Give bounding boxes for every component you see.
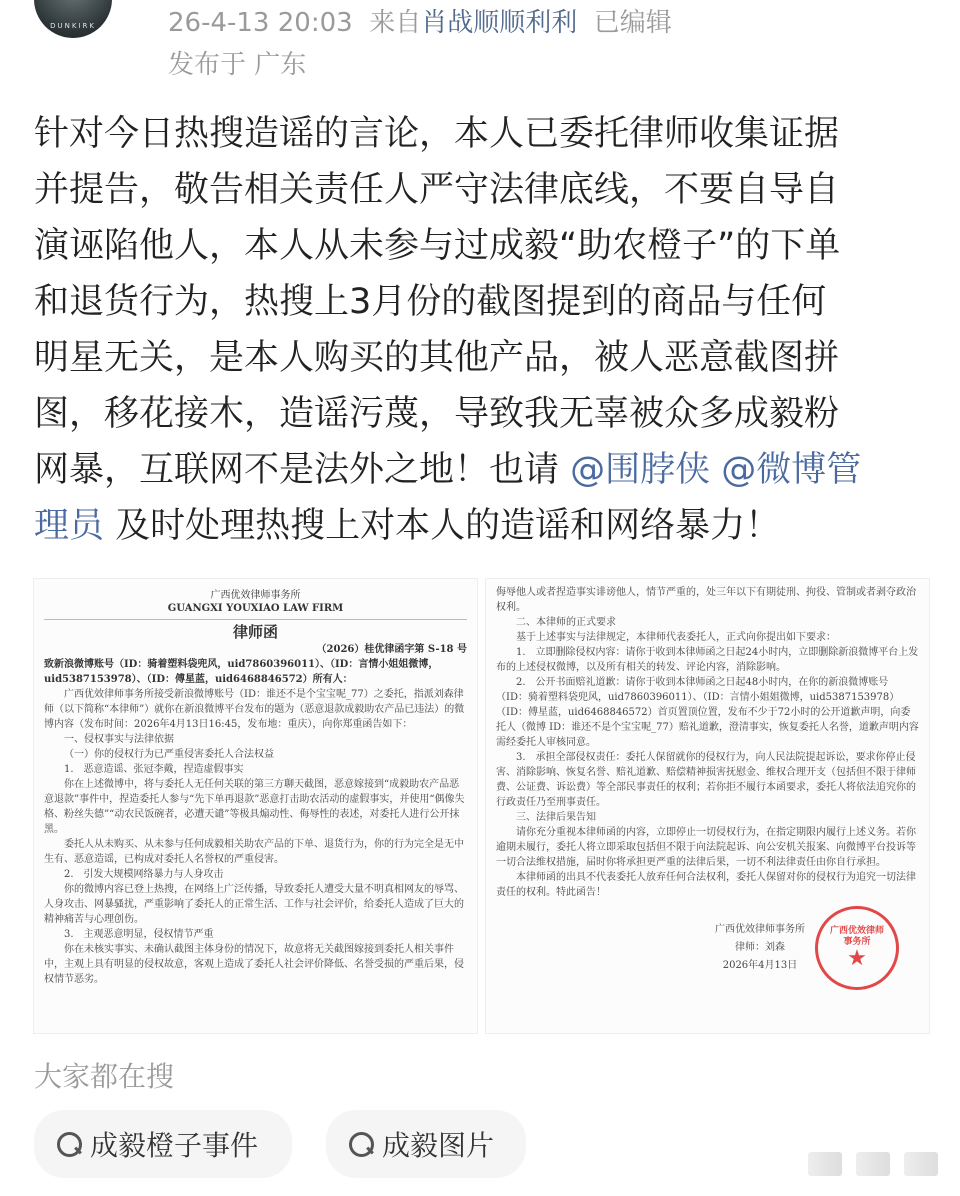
- mention-weibo-admin-cont[interactable]: 理员: [34, 506, 105, 546]
- mention-weibo-xia[interactable]: @围脖侠: [570, 450, 711, 490]
- post-line: 图，移花接木，造谣污蔑，导致我无辜被众多成毅粉: [34, 394, 840, 434]
- post-line-text: 及时处理热搜上对本人的造谣和网络暴力！: [104, 506, 781, 546]
- post-line: 和退货行为，热搜上3月份的截图提到的商品与任何: [34, 282, 827, 322]
- signature-text: [715, 921, 805, 975]
- letter-paragraph: 基于上述事实与法律规定，本律师代表委托人，正式向你提出如下要求：: [516, 632, 836, 643]
- hot-search-title: 大家都在搜: [34, 1060, 175, 1093]
- source-link[interactable]: 肖战顺顺利利: [421, 8, 578, 38]
- post-line: 针对今日热搜造谣的言论，本人已委托律师收集证据: [34, 114, 840, 154]
- doc-number: （2026）桂优律函字第 S-18 号: [316, 644, 467, 655]
- post-line-text: 网暴，互联网不是法外之地！也请: [34, 450, 571, 490]
- letter-paragraph: 1. 恶意造谣、张冠李戴，捏造虚假事实: [64, 764, 244, 775]
- timestamp: 26-4-13 20:03: [168, 8, 353, 38]
- sign-date: 2026年4月13日: [722, 960, 798, 971]
- toolbar-icon[interactable]: [904, 1152, 938, 1176]
- avatar[interactable]: [34, 0, 112, 38]
- letter-paragraph: 2. 公开书面赔礼道歉：请你于收到本律师函之日起48小时内，在你的新浪微博账号（ID：骑着塑料袋兜风，uid7860396011）、（ID：言情小姐姐微博，uid5387153978）（ID：傅星蓝，uid6468846572）首页置顶位置，发布不少于72小时的公开道歉声明，向委托人（微博 ID：谁还不是个宝宝呢_77）赔礼道歉，澄清事实，恢复委托人名誉，道歉声明内容需经委托人审核同意。: [496, 677, 919, 748]
- letter-paragraph: 你在未核实事实、未确认截图主体身份的情况下，故意将无关截图嫁接到委托人相关事件中，主观上具有明显的侵权故意，客观上造成了委托人社会评价降低、名誉受损的严重后果，侵权情节恶劣。: [44, 944, 464, 985]
- signature-block: [496, 906, 919, 990]
- search-icon: [348, 1131, 374, 1157]
- letter-paragraph: 3. 承担全部侵权责任：委托人保留就你的侵权行为，向人民法院提起诉讼，要求你停止侵害、消除影响、恢复名誉、赔礼道歉、赔偿精神损害抚慰金、维权合理开支（包括但不限于律师费、公证费、诉讼费）等全部民事责任的权利；若你拒不履行本函要求，委托人将依法追究你的行政责任乃至刑事责任。: [496, 752, 916, 808]
- avatar-logo-text: DUNKIRK: [50, 22, 96, 30]
- mention-weibo-admin[interactable]: @微博管: [721, 450, 862, 490]
- post-text: [34, 106, 861, 554]
- letter-paragraph: 2. 引发大规模网络暴力与人身攻击: [64, 869, 224, 880]
- chip-label: 成毅橙子事件: [90, 1129, 259, 1162]
- sign-lawyer: 律师：刘森: [735, 942, 785, 953]
- letter-paragraph: 三、法律后果告知: [516, 812, 596, 823]
- letter-paragraph: 本律师函的出具不代表委托人放弃任何合法权利，委托人保留对你的侵权行为追究一切法律责任的权利。特此函告！: [496, 872, 916, 898]
- action-toolbar: [808, 1152, 938, 1176]
- lawyer-letter-image-1[interactable]: [33, 578, 478, 1034]
- post-line: [34, 498, 861, 554]
- post-line: 演诬陷他人，本人从未参与过成毅“助农橙子”的下单: [34, 226, 841, 266]
- letter-paragraph: 3. 主观恶意明显，侵权情节严重: [64, 929, 214, 940]
- sign-firm: 广西优效律师事务所: [715, 924, 805, 935]
- firm-name-cn: 广西优效律师事务所: [210, 590, 301, 601]
- post-meta: [168, 2, 672, 39]
- toolbar-icon[interactable]: [808, 1152, 842, 1176]
- hot-search-chip[interactable]: [34, 1110, 292, 1178]
- edited-label[interactable]: 已编辑: [593, 8, 672, 38]
- letter-paragraph: 一、侵权事实与法律依据: [64, 734, 174, 745]
- toolbar-icon[interactable]: [856, 1152, 890, 1176]
- letter-paragraph: 二、本律师的正式要求: [516, 617, 616, 628]
- from-label: 来自: [369, 8, 422, 38]
- post-line: 明星无关，是本人购买的其他产品，被人恶意截图拼: [34, 338, 840, 378]
- letter-paragraph: 委托人从未购买、从未参与任何成毅相关助农产品的下单、退货行为，你的行为完全是无中生有、恶意造谣，已构成对委托人名誉权的严重侵害。: [44, 839, 464, 865]
- chip-label: 成毅图片: [382, 1129, 495, 1162]
- letter-paragraph: 侮辱他人或者捏造事实诽谤他人，情节严重的，处三年以下有期徒刑、拘役、管制或者剥夺政治权利。: [496, 587, 916, 613]
- letter-paragraph: 请你充分重视本律师函的内容，立即停止一切侵权行为，在指定期限内履行上述义务。若你逾期未履行，委托人将立即采取包括但不限于向法院起诉、向公安机关报案、向微博平台投诉等一切合法维权措施，届时你将承担更严重的法律后果，一切不利法律责任由你自行承担。: [496, 827, 916, 868]
- red-seal-stamp: [815, 906, 899, 990]
- letter-paragraph: 1. 立即删除侵权内容：请你于收到本律师函之日起24小时内，立即删除新浪微博平台上发布的上述侵权微博，以及所有相关的转发、评论内容，消除影响。: [496, 647, 919, 673]
- star-icon: ★: [847, 946, 867, 971]
- search-icon: [56, 1131, 82, 1157]
- letter-paragraph: 你的微博内容已登上热搜，在网络上广泛传播，导致委托人遭受大量不明真相网友的辱骂、人身攻击、网暴骚扰，严重影响了委托人的正常生活、工作与社会评价，给委托人造成了巨大的精神痛苦与心理创伤。: [44, 884, 464, 925]
- letter-paragraph: （一）你的侵权行为已严重侵害委托人合法权益: [64, 749, 274, 760]
- letter-paragraph: 你在上述微博中，将与委托人无任何关联的第三方聊天截图，恶意嫁接到“成毅助农产品恶意退款”事件中，捏造委托人参与“先下单再退款”恶意打击助农活动的虚假事实，并使用“偶像失格、粉丝失德”“动农民饭碗者，必遭天谴”等极具煽动性、侮辱性的表述，对委托人进行公开抹黑。: [44, 779, 465, 835]
- post-line: 并提告，敬告相关责任人严守法律底线，不要自导自: [34, 170, 840, 210]
- location: 发布于 广东: [168, 50, 307, 80]
- firm-name-en: GUANGXI YOUXIAO LAW FIRM: [44, 602, 467, 620]
- post-line: [34, 442, 861, 498]
- stamp-text: 广西优效律师事务所: [829, 926, 884, 947]
- addressee: 致新浪微博账号（ID：骑着塑料袋兜风，uid7860396011）、（ID：言情小姐姐微博，uid5387153978）、（ID：傅星蓝，uid6468846572）所有人：: [44, 659, 439, 685]
- letter-paragraph: 广西优效律师事务所接受新浪微博账号（ID：谁还不是个宝宝呢_77）之委托，指派刘森律师（以下简称“本律师”）就你在新浪微博平台发布的题为（恶意退款成毅助农产品已违法）的微博内容（发布时间：2026年4月13日16:45，发布地：重庆），向你郑重函告如下：: [44, 689, 465, 730]
- letter-title: 律师函: [232, 623, 278, 641]
- hot-search-chip[interactable]: [326, 1110, 526, 1178]
- lawyer-letter-image-2[interactable]: [485, 578, 930, 1034]
